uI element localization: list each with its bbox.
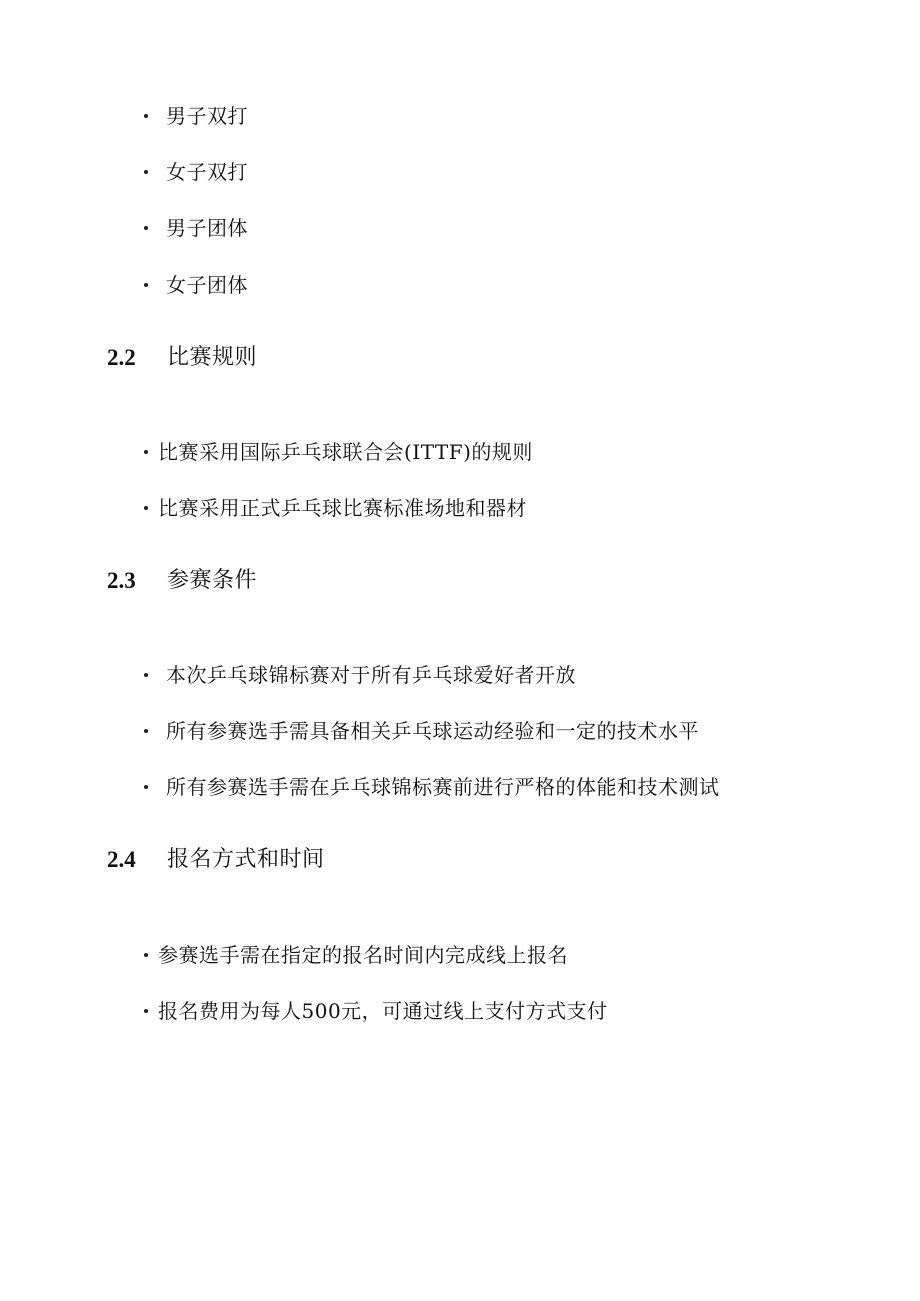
list-item-text: 所有参赛选手需在乒乓球锦标赛前进行严格的体能和技术测试: [166, 775, 720, 799]
bullet-icon: [144, 226, 148, 230]
bullet-icon: [144, 283, 148, 287]
list-item-text: 报名费用为每人500元，可通过线上支付方式支付: [158, 999, 608, 1023]
bullet-icon: [144, 114, 148, 118]
list-item-text: 所有参赛选手需具备相关乒乓球运动经验和一定的技术水平: [166, 719, 699, 743]
list-item-text: 男子双打: [166, 104, 248, 128]
list-item-text: 女子团体: [166, 273, 248, 297]
section-number: 2.4: [107, 847, 136, 872]
section-title: 报名方式和时间: [167, 847, 325, 872]
bullet-icon: [144, 506, 148, 510]
bullet-icon: [144, 729, 148, 733]
list-item-text: 参赛选手需在指定的报名时间内完成线上报名: [158, 943, 568, 967]
bullet-icon: [144, 450, 148, 454]
list-item-text: 比赛采用正式乒乓球比赛标准场地和器材: [158, 496, 527, 520]
section-title: 参赛条件: [167, 568, 258, 593]
list-item-text: 女子双打: [166, 160, 248, 184]
section-number: 2.2: [107, 345, 136, 370]
bullet-icon: [144, 673, 148, 677]
list-item-text: 男子团体: [166, 216, 248, 240]
list-item-text: 本次乒乓球锦标赛对于所有乒乓球爱好者开放: [166, 663, 576, 687]
bullet-icon: [144, 1009, 148, 1013]
bullet-icon: [144, 785, 148, 789]
section-title: 比赛规则: [167, 345, 258, 370]
bullet-icon: [144, 953, 148, 957]
list-item-text: 比赛采用国际乒乓球联合会(ITTF)的规则: [158, 440, 533, 464]
section-number: 2.3: [107, 568, 136, 593]
bullet-icon: [144, 170, 148, 174]
